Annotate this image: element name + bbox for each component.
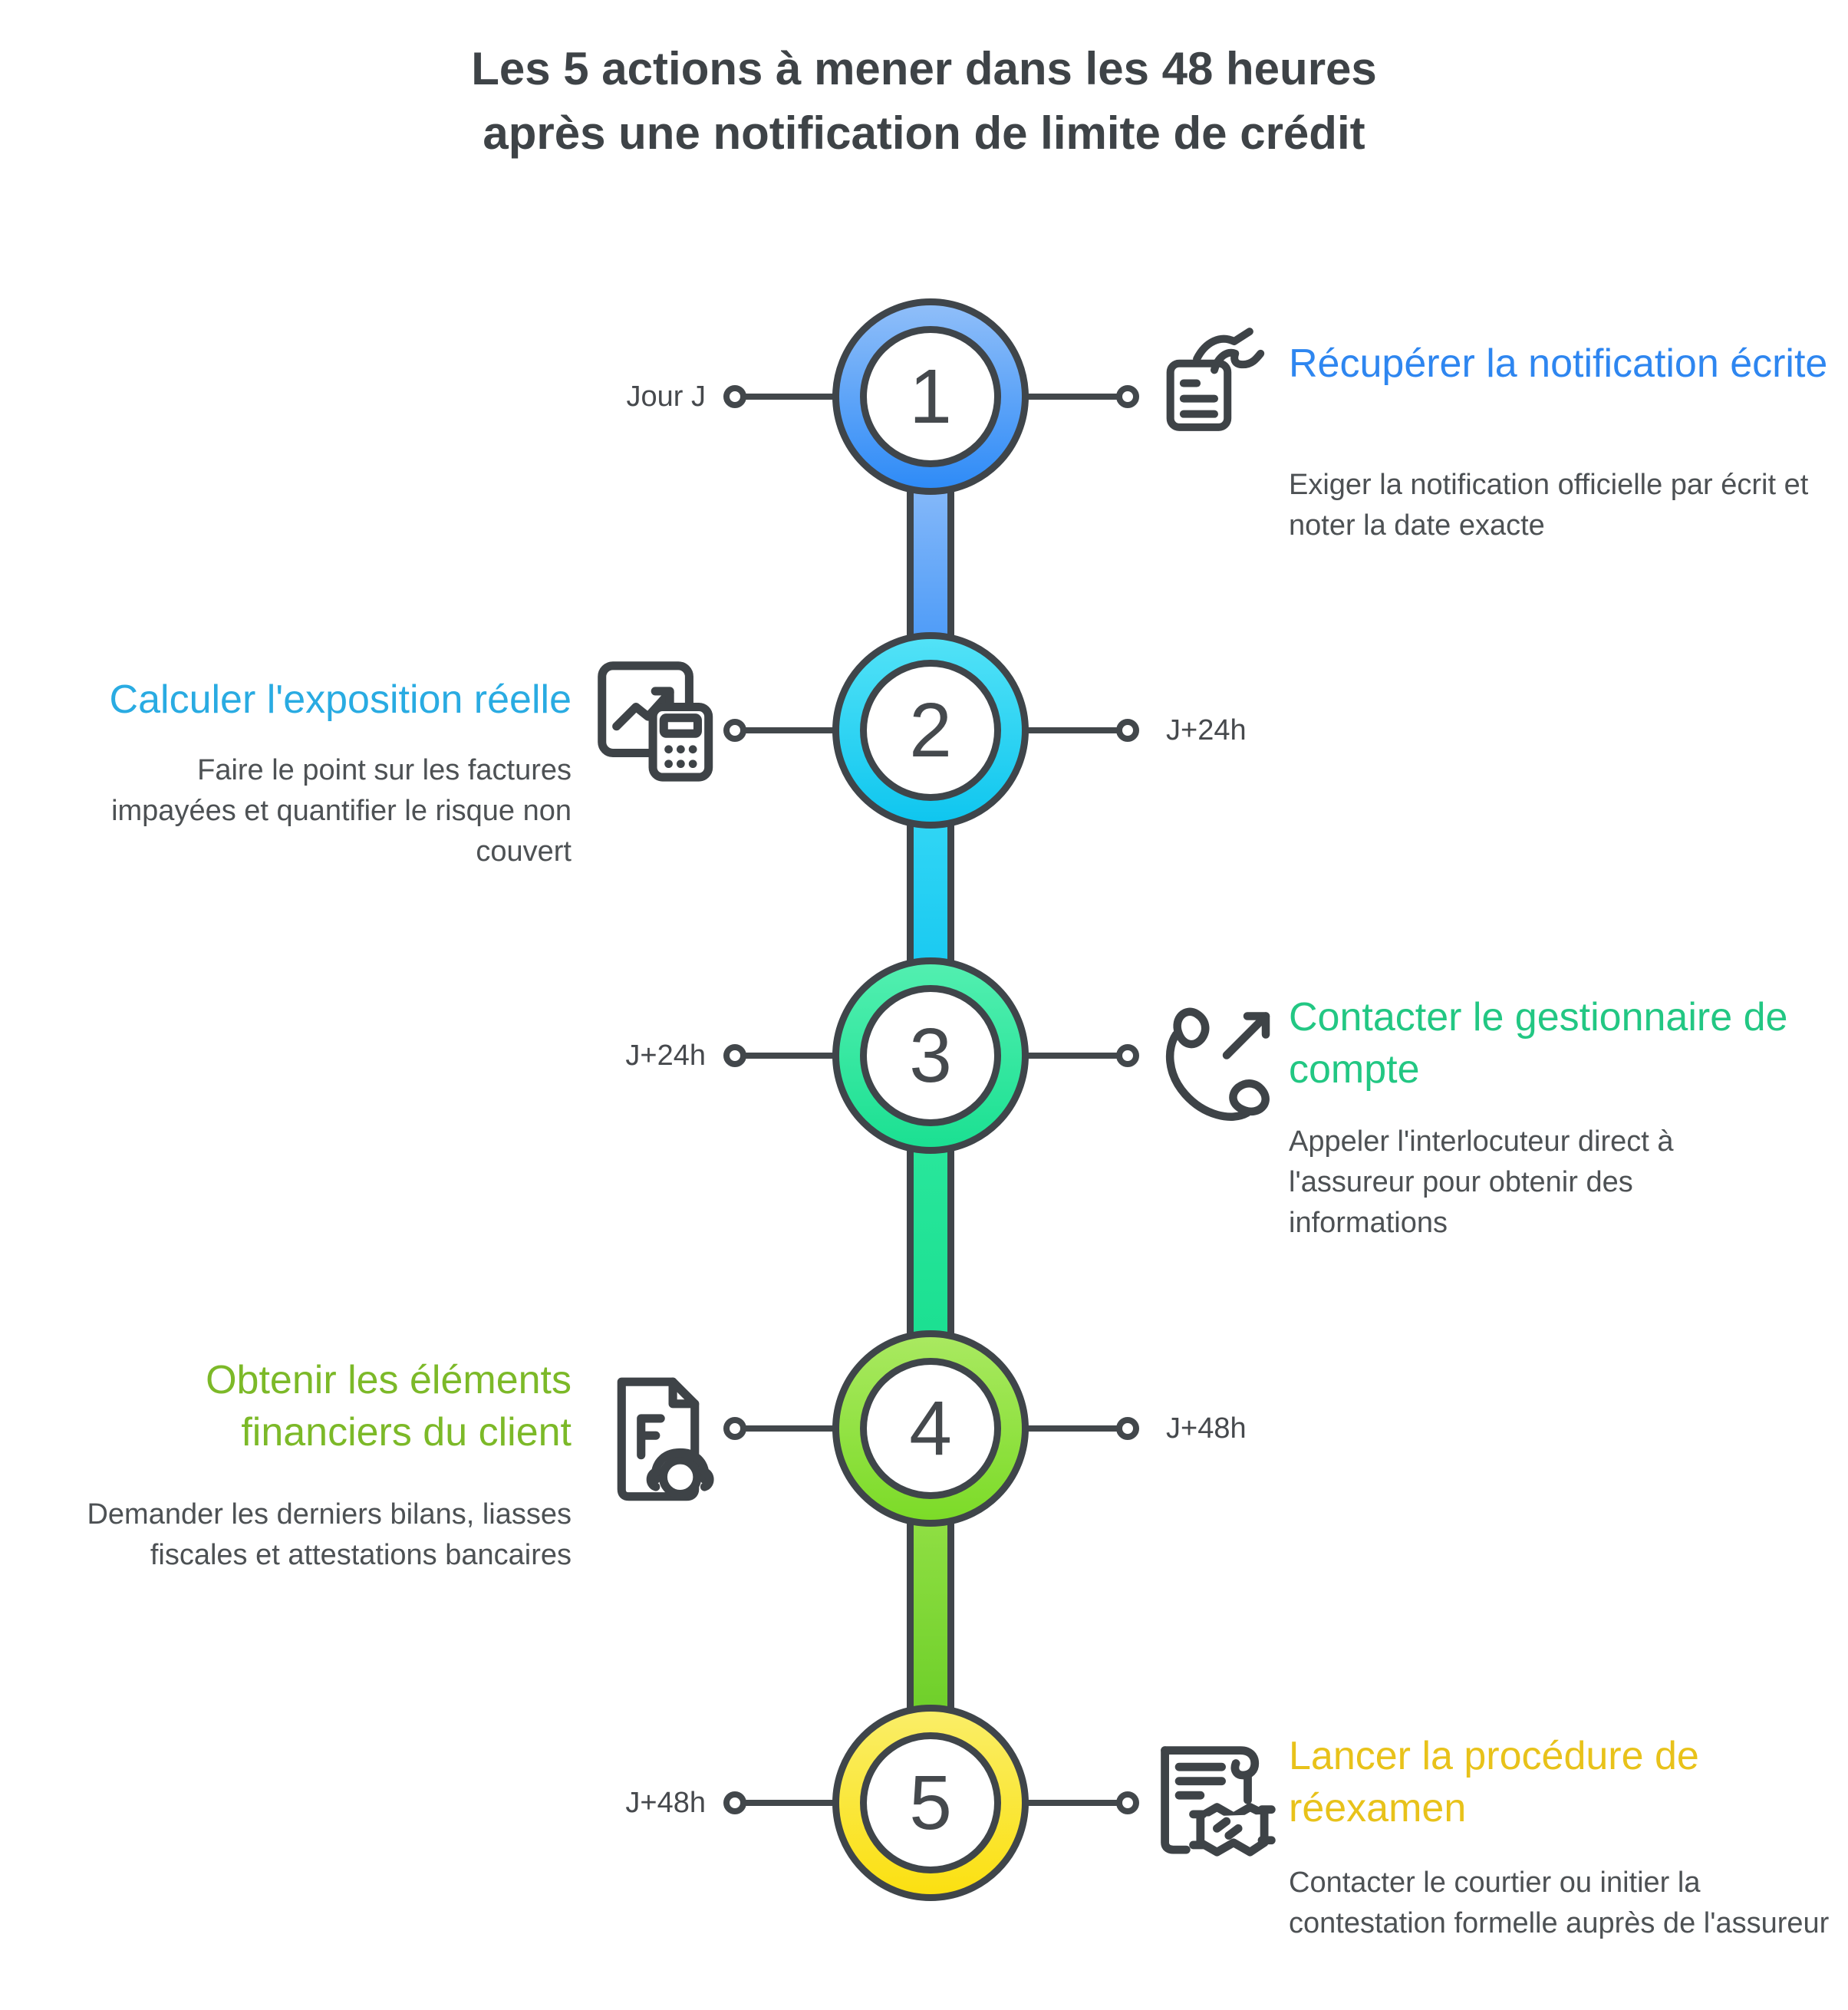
- connector-line: [744, 394, 836, 400]
- step-5-circle-inner: [860, 1732, 1001, 1873]
- connector-line: [744, 1800, 836, 1806]
- connector-dot: [1116, 1791, 1139, 1814]
- step-4-description: Demander les derniers bilans, liasses fiscales et attestations bancaires: [87, 1498, 572, 1571]
- step-4-circle: [832, 1330, 1029, 1527]
- step-5-circle: [832, 1705, 1029, 1901]
- connector-line: [1025, 394, 1118, 400]
- connector-line: [1025, 1800, 1118, 1806]
- connector-dot: [723, 1791, 746, 1814]
- step-3-circle-inner: [860, 985, 1001, 1126]
- step-4-heading: Obtenir les éléments financiers du client: [206, 1358, 572, 1455]
- connector-line: [744, 1053, 836, 1059]
- step-3-heading: Contacter le gestionnaire de compte: [1289, 995, 1788, 1092]
- connector-dot: [723, 1044, 746, 1067]
- phone-outgoing-icon: [1151, 988, 1289, 1161]
- page-title-line1: Les 5 actions à mener dans les 48 heures: [471, 43, 1377, 94]
- step-1-number: 1: [909, 353, 952, 440]
- step-5-description: Contacter le courtier ou initier la contestation formelle auprès de l'assureur: [1289, 1867, 1830, 1939]
- step-3-description: Appeler l'interlocuteur direct à l'assureur pour obtenir des informations: [1289, 1125, 1674, 1239]
- connector-line: [1025, 727, 1118, 733]
- step-1-description: Exiger la notification officielle par écrit et noter la date exacte: [1289, 469, 1809, 542]
- step-1-circle: [832, 298, 1029, 495]
- step-5-heading: Lancer la procédure de réexamen: [1289, 1734, 1699, 1830]
- step-2-time-label: J+24h: [1166, 714, 1247, 746]
- step-3-time-label: J+24h: [625, 1040, 706, 1072]
- step-2-number: 2: [909, 687, 952, 773]
- step-4-circle-inner: [860, 1358, 1001, 1499]
- connector-line: [744, 727, 836, 733]
- step-4-time-label: J+48h: [1166, 1412, 1247, 1445]
- contract-handshake-icon: [1148, 1734, 1290, 1880]
- page-title-line2: après une notification de limite de crédit: [483, 107, 1365, 159]
- step-5-number: 5: [909, 1759, 952, 1846]
- connector-line: [1025, 1053, 1118, 1059]
- step-2-circle: [832, 632, 1029, 829]
- step-3-circle: [832, 957, 1029, 1154]
- step-1-heading: Récupérer la notification écrite: [1289, 341, 1828, 386]
- connector-dot: [723, 719, 746, 742]
- step-2-circle-inner: [860, 660, 1001, 801]
- connector-dot: [1116, 1417, 1139, 1440]
- step-4-number: 4: [909, 1385, 952, 1471]
- step-1-circle-inner: [860, 326, 1001, 467]
- hand-document-icon: [1148, 326, 1280, 462]
- connector-dot: [1116, 1044, 1139, 1067]
- connector-dot: [1116, 719, 1139, 742]
- connector-dot: [1116, 385, 1139, 408]
- page-title: [0, 37, 1848, 166]
- chart-calculator-icon: [595, 654, 740, 796]
- connector-dot: [723, 385, 746, 408]
- step-2-heading: Calculer l'exposition réelle: [109, 677, 572, 722]
- step-1-time-label: Jour J: [626, 381, 706, 413]
- financial-document-search-icon: [604, 1372, 739, 1525]
- step-3-number: 3: [909, 1012, 952, 1099]
- step-5-time-label: J+48h: [625, 1787, 706, 1819]
- step-2-description: Faire le point sur les factures impayées et quantifier le risque non couvert: [111, 754, 572, 868]
- connector-line: [744, 1425, 836, 1432]
- connector-dot: [723, 1417, 746, 1440]
- connector-line: [1025, 1425, 1118, 1432]
